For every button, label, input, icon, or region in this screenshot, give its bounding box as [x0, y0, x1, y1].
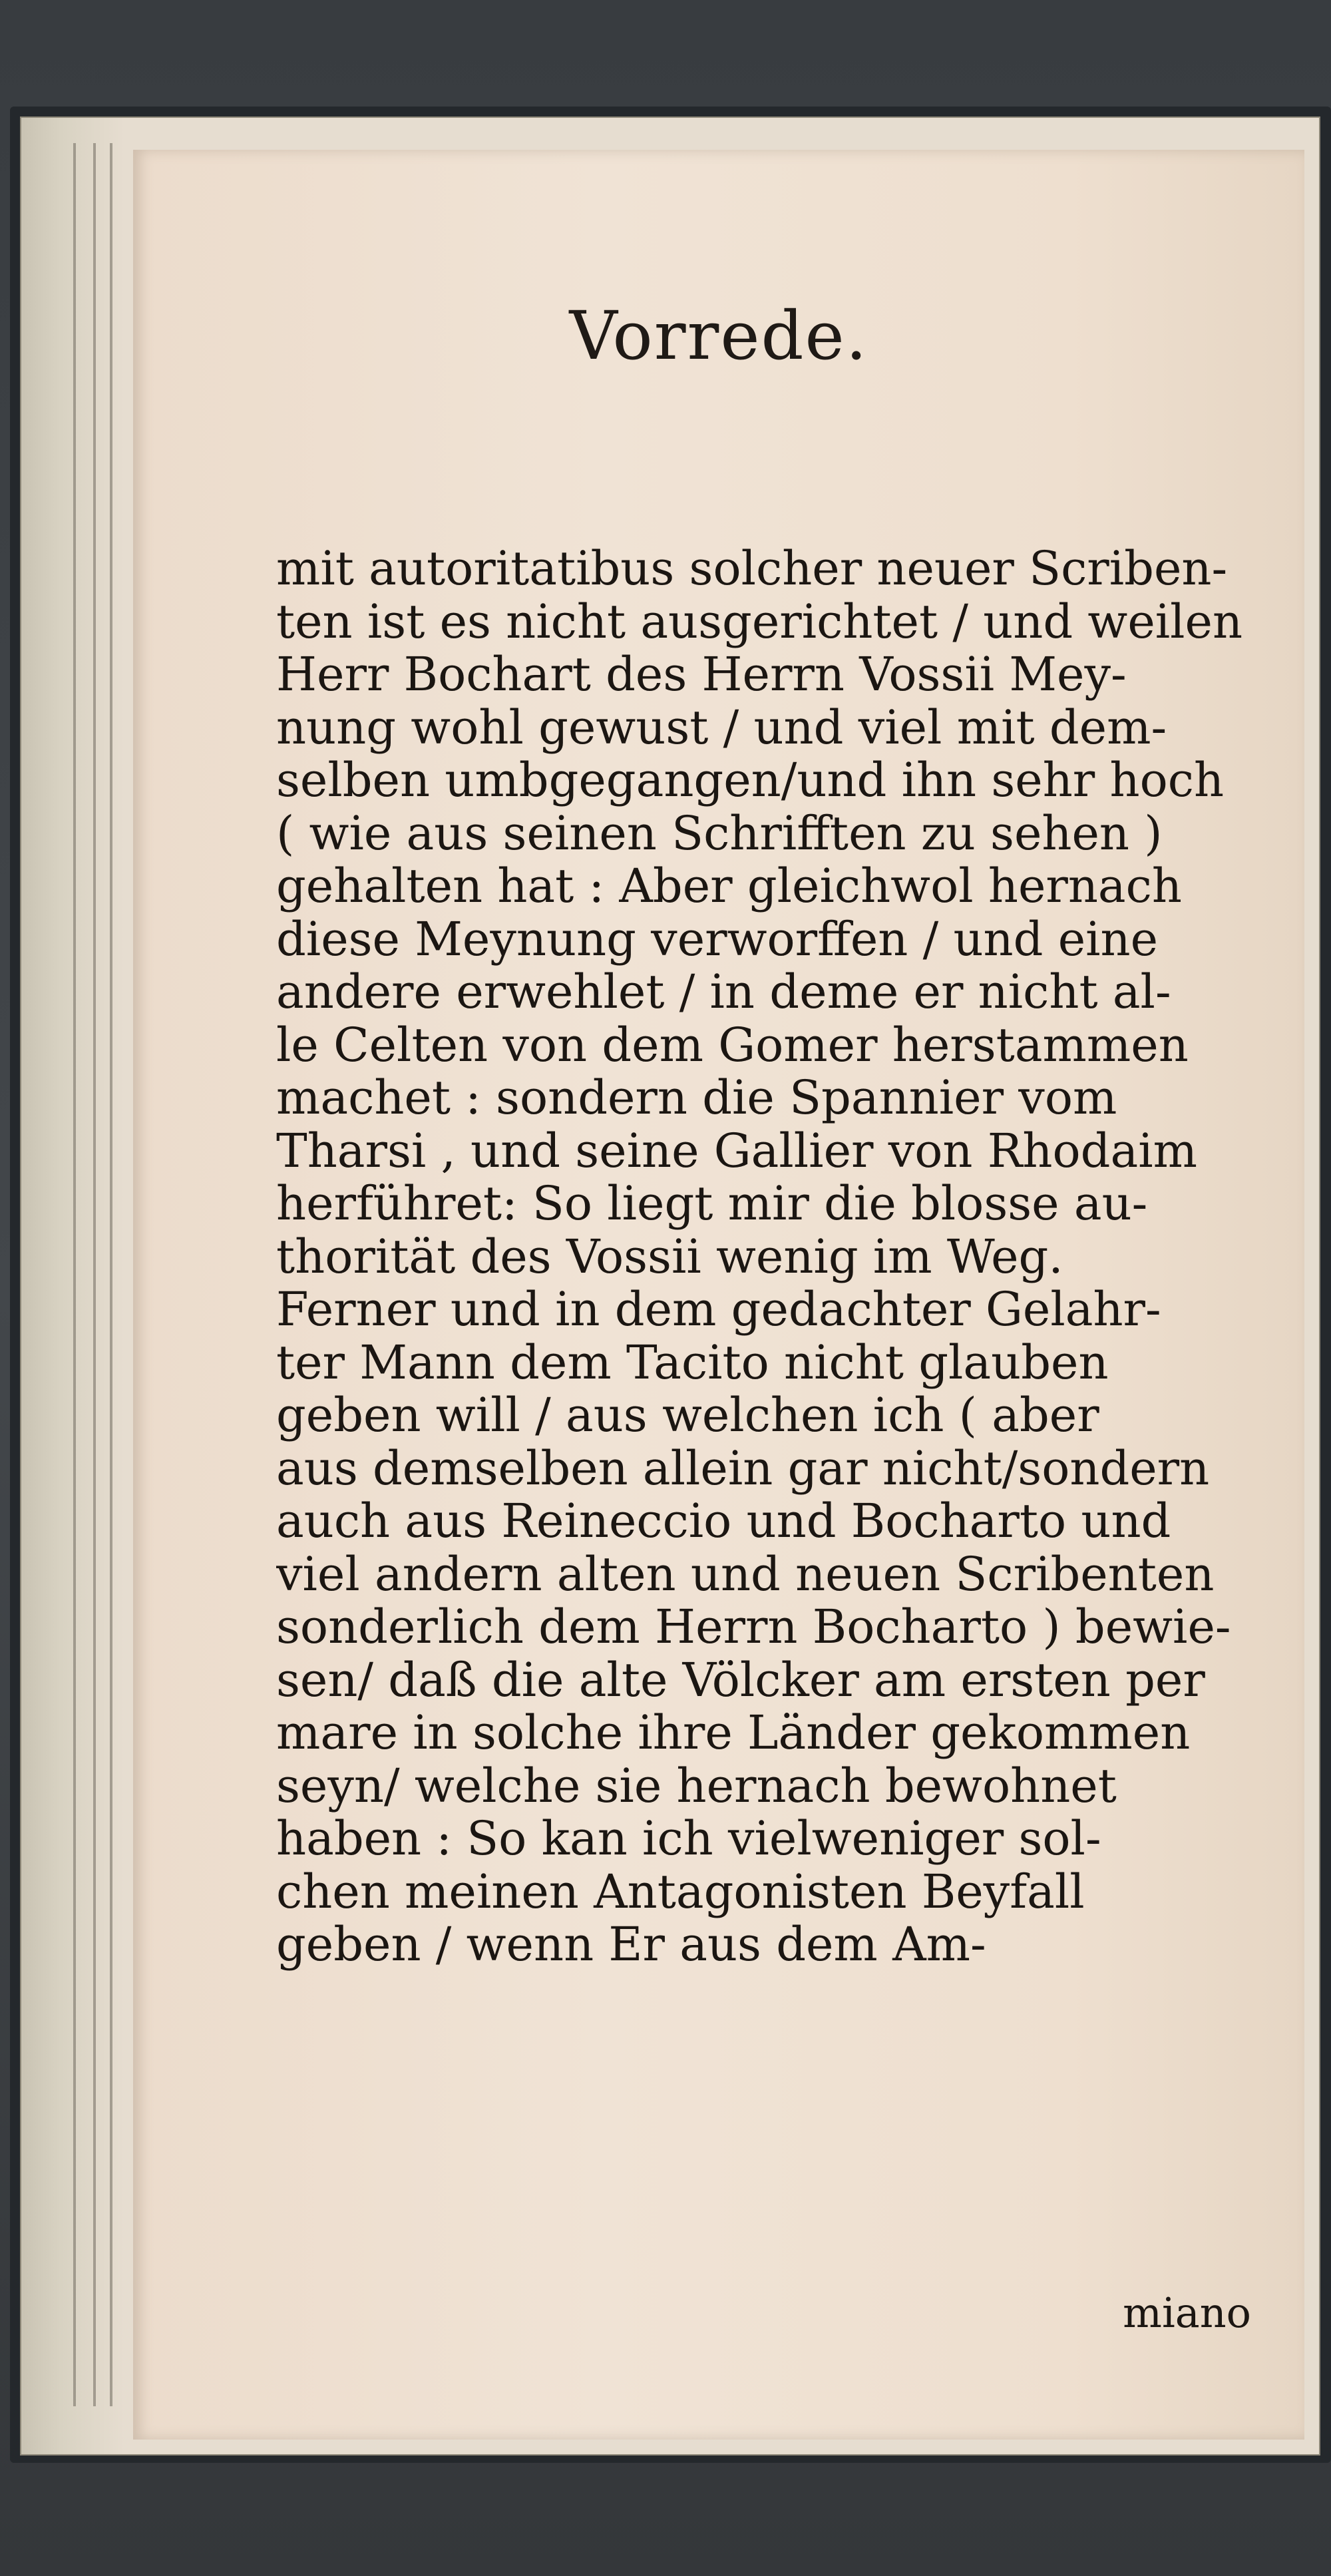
text-line: machet : sondern die Spannier vom — [276, 1072, 1117, 1125]
page-body — [276, 542, 1331, 1972]
text-line: Tharsi , und seine Gallier von Rhodaim — [276, 1124, 1197, 1178]
text-line: Ferner und in dem gedachter Gelahr- — [276, 1283, 1161, 1337]
text-line: le Celten von dem Gomer herstammen — [276, 1018, 1189, 1072]
running-header: Vorrede. — [569, 297, 868, 375]
book-page — [133, 150, 1304, 2440]
text-line: sen/ daß die alte Völcker am ersten per — [276, 1653, 1205, 1707]
text-line: mare in solche ihre Länder gekommen — [276, 1707, 1191, 1760]
text-line: geben will / aus welchen ich ( aber — [276, 1389, 1099, 1442]
text-line: herführet: So liegt mir die blosse au- — [276, 1178, 1148, 1231]
text-line: selben umbgegangen/und ihn sehr hoch — [276, 754, 1225, 807]
text-line: seyn/ welche sie hernach bewohnet — [276, 1759, 1117, 1813]
text-line: aus demselben allein gar nicht/sondern — [276, 1442, 1210, 1495]
text-line: nung wohl gewust / und viel mit dem- — [276, 701, 1167, 754]
text-line: haben : So kan ich vielweniger sol- — [276, 1813, 1101, 1866]
text-line: ten ist es nicht ausgerichtet / und weilen — [276, 595, 1243, 648]
text-line: sonderlich dem Herrn Bocharto ) bewie- — [276, 1601, 1231, 1654]
page-edge-line — [73, 143, 76, 2406]
text-line: ( wie aus seinen Schrifften zu sehen ) — [276, 807, 1163, 860]
page-edge-line — [93, 143, 96, 2406]
text-line: diese Meynung verworffen / und eine — [276, 913, 1159, 966]
text-line: thorität des Vossii wenig im Weg. — [276, 1230, 1063, 1283]
text-line: viel andern alten und neuen Scribenten — [276, 1548, 1215, 1601]
text-line: auch aus Reineccio und Bocharto und — [276, 1495, 1171, 1548]
text-line: gehalten hat : Aber gleichwol hernach — [276, 860, 1182, 913]
page-edge-line — [110, 143, 112, 2406]
text-line: chen meinen Antagonisten Beyfall — [276, 1865, 1085, 1918]
text-line: geben / wenn Er aus dem Am- — [276, 1918, 986, 1972]
text-line: ter Mann dem Tacito nicht glauben — [276, 1336, 1109, 1389]
text-line: andere erwehlet / in deme er nicht al- — [276, 966, 1171, 1019]
catchword: miano — [1123, 2288, 1251, 2337]
text-line: mit autoritatibus solcher neuer Scriben- — [276, 542, 1228, 596]
text-line: Herr Bochart des Herrn Vossii Mey- — [276, 648, 1127, 702]
